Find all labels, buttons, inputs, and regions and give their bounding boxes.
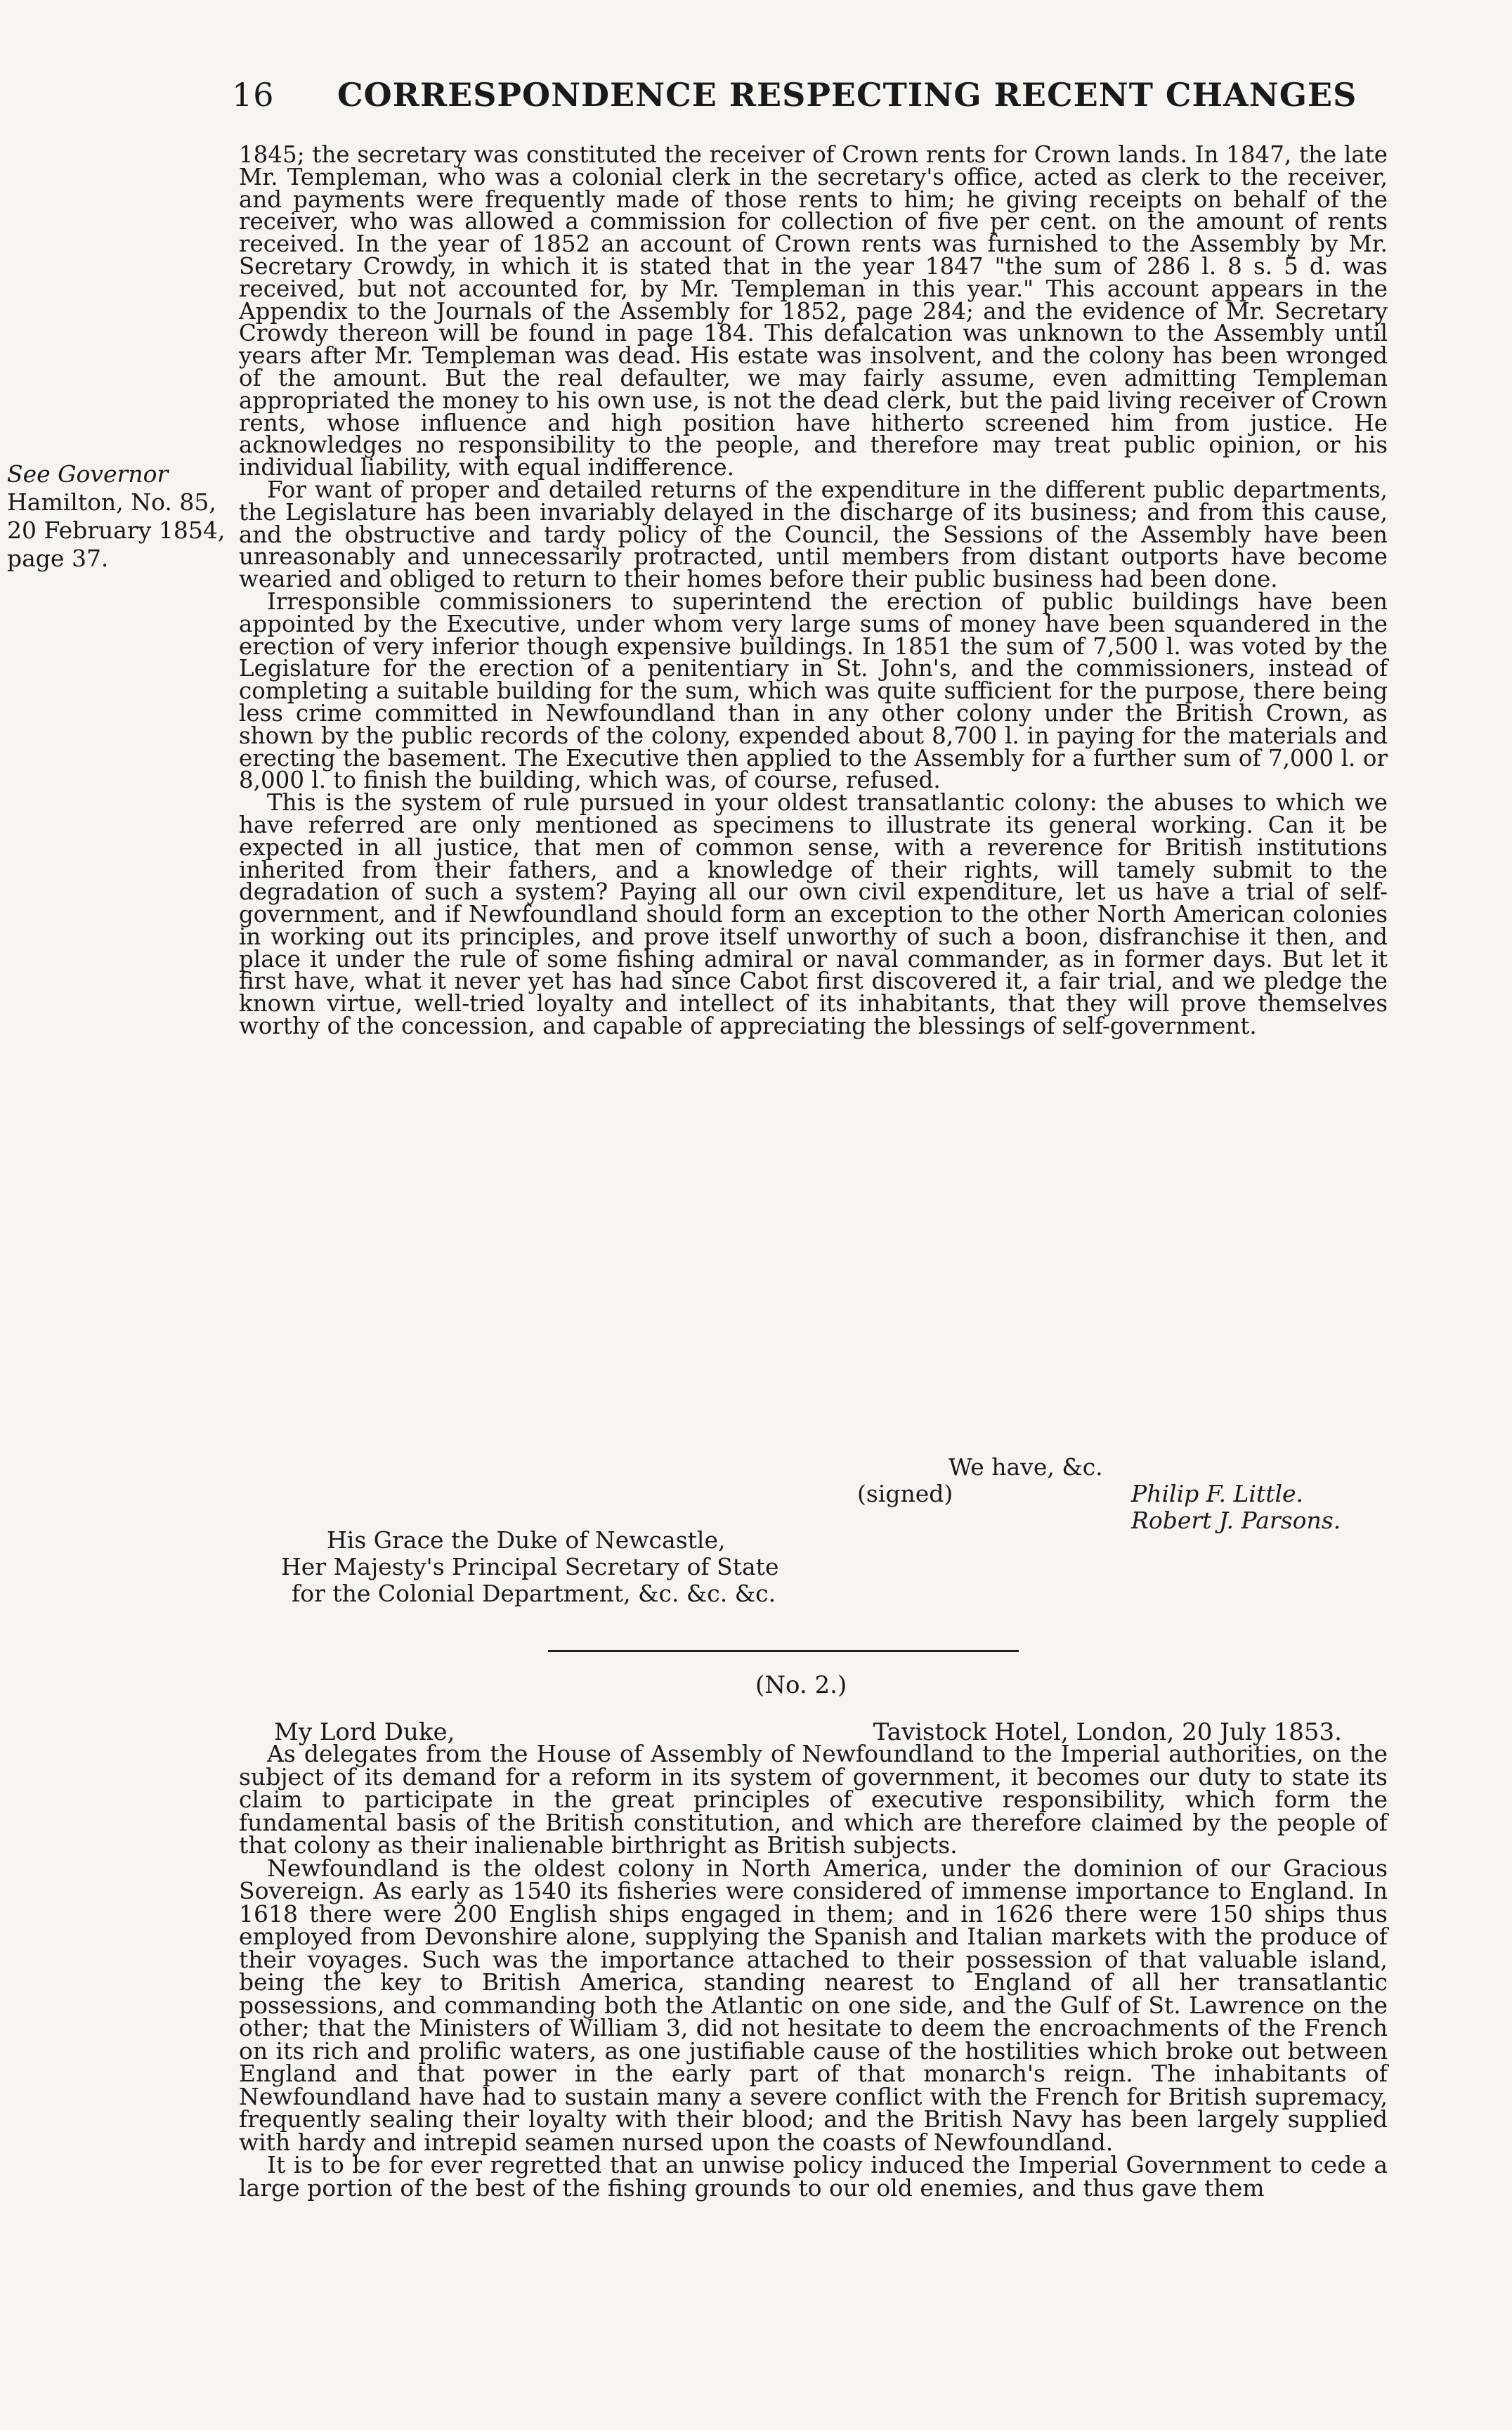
salutation: My Lord Duke, [274, 1718, 455, 1746]
signed-label: (signed) [857, 1480, 953, 1507]
margin-note [7, 460, 239, 573]
signature-block [239, 1453, 1391, 1622]
letter-1-body [239, 141, 1388, 1040]
running-title: CORRESPONDENCE RESPECTING RECENT CHANGES [337, 76, 1357, 114]
closing: We have, &c. [949, 1453, 1103, 1481]
margin-note-line: 20 February 1854, [7, 516, 226, 544]
letter-2-body [239, 1740, 1388, 2202]
dateline: Tavistock Hotel, London, 20 July 1853. [873, 1718, 1342, 1746]
paragraph: Irresponsible commissioners to superintend the erection of public buildings have been appointed by the Executive, under whom very large sums of money have been squandered in the erection of very inferior though expensive buildings. In 1851 the sum of 7,500 l. was voted by the Legislature for the erection of a penitentiary in St. John's, and the commissioners, instead of completing a suitable building for the sum, which was quite sufficient for the purpose, there being less crime committed in Newfoundland than in any other colony under the British Crown, as shown by the public records of the colony, expended about 8,700 l. in paying for the materials and erecting the basement. The Executive then applied to the Assembly for a further sum of 7,000 l. or 8,000 l. to finish the building, which was, of course, refused. [239, 587, 1388, 794]
paragraph: For want of proper and detailed returns of the expenditure in the different public departments, the Legislature has been invariably delayed in the discharge of its business; and from this cause, and the obstructive and tardy policy of the Council, the Sessions of the Assembly have been unreasonably and unnecessarily protracted, until members from distant outports have become wearied and obliged to return to their homes before their public business had been done. [239, 476, 1388, 593]
signer-name: Robert J. Parsons. [1131, 1507, 1341, 1534]
signer-name: Philip F. Little. [1131, 1480, 1304, 1507]
addressee-line: for the Colonial Department, &c. &c. &c. [292, 1580, 776, 1607]
paragraph: Newfoundland is the oldest colony in North America, under the dominion of our Gracious Sovereign. As early as 1540 its fisheries were considered of immense importance to England. In 1618 there were 200 English ships engaged in them; and in 1626 there were 150 ships thus employed from Devonshire alone, supplying the Spanish and Italian markets with the produce of their voyages. Such was the importance attached to their possession of that valuable island, being the key to British America, standing nearest to England of all her transatlantic possessions, and commanding both the Atlantic on one side, and the Gulf of St. Lawrence on the other; that the Ministers of William 3, did not hesitate to deem the encroachments of the French on its rich and prolific waters, as one justifiable cause of the hostilities which broke out between England and that power in the early part of that monarch's reign. The inhabitants of Newfoundland have had to sustain many a severe conflict with the French for British supremacy, frequently sealing their loyalty with their blood; and the British Navy has been largely supplied with hardy and intrepid seamen nursed upon the coasts of Newfoundland. [239, 1854, 1388, 2156]
paragraph: As delegates from the House of Assembly of Newfoundland to the Imperial authorities, on the subject of its demand for a reform in its system of government, it becomes our duty to state its claim to participate in the great principles of executive responsibility, which form the fundamental basis of the British constitution, and which are therefore claimed by the people of that colony as their inalienable birthright as British subjects. [239, 1740, 1388, 1859]
paragraph: 1845; the secretary was constituted the receiver of Crown rents for Crown lands. In 1847, the late Mr. Templeman, who was a colonial clerk in the secretary's office, acted as clerk to the receiver, and payments were frequently made of those rents to him; he giving receipts on behalf of the receiver, who was allowed a commission for collection of five per cent. on the amount of rents received. In the year of 1852 an account of Crown rents was furnished to the Assembly by Mr. Secretary Crowdy, in which it is stated that in the year 1847 "the sum of 286 l. 8 s. 5 d. was received, but not accounted for, by Mr. Templeman in this year." This account appears in the Appendix to the Journals of the Assembly for 1852, page 284; and the evidence of Mr. Secretary Crowdy thereon will be found in page 184. This defalcation was unknown to the Assembly until years after Mr. Templeman was dead. His estate was insolvent, and the colony has been wronged of the amount. But the real defaulter, we may fairly assume, even admitting Templeman appropriated the money to his own use, is not the dead clerk, but the paid living receiver of Crown rents, whose influence and high position have hitherto screened him from justice. He acknowledges no responsibility to the people, and therefore may treat public opinion, or his individual liability, with equal indifference. [239, 141, 1388, 481]
margin-note-line: See Governor [7, 460, 169, 488]
section-divider [548, 1650, 1019, 1652]
addressee-line: His Grace the Duke of Newcastle, [327, 1526, 726, 1554]
addressee-line: Her Majesty's Principal Secretary of State [281, 1553, 779, 1580]
page-number: 16 [232, 76, 275, 114]
paragraph: It is to be for ever regretted that an unwise policy induced the Imperial Government to cede a large portion of the best of the fishing grounds to our old enemies, and thus gave them [239, 2151, 1388, 2202]
margin-note-line: page 37. [7, 545, 109, 572]
paragraph: This is the system of rule pursued in your oldest transatlantic colony: the abuses to which we have referred are only mentioned as specimens to illustrate its general working. Can it be expected in all justice, that men of common sense, with a reverence for British institutions inherited from their fathers, and a knowledge of their rights, will tamely submit to the degradation of such a system? Paying all our own civil expenditure, let us have a trial of self-government, and if Newfoundland should form an exception to the other North American colonies in working out its principles, and prove itself unworthy of such a boon, disfranchise it then, and place it under the rule of some fishing admiral or naval commander, as in former days. But let it first have, what it never yet has had since Cabot first discovered it, a fair trial, and we pledge the known virtue, well-tried loyalty and intellect of its inhabitants, that they will prove themselves worthy of the concession, and capable of appreciating the blessings of self-government. [239, 789, 1388, 1040]
margin-note-line: Hamilton, No. 85, [7, 488, 216, 516]
letter-number: (No. 2.) [755, 1671, 847, 1699]
